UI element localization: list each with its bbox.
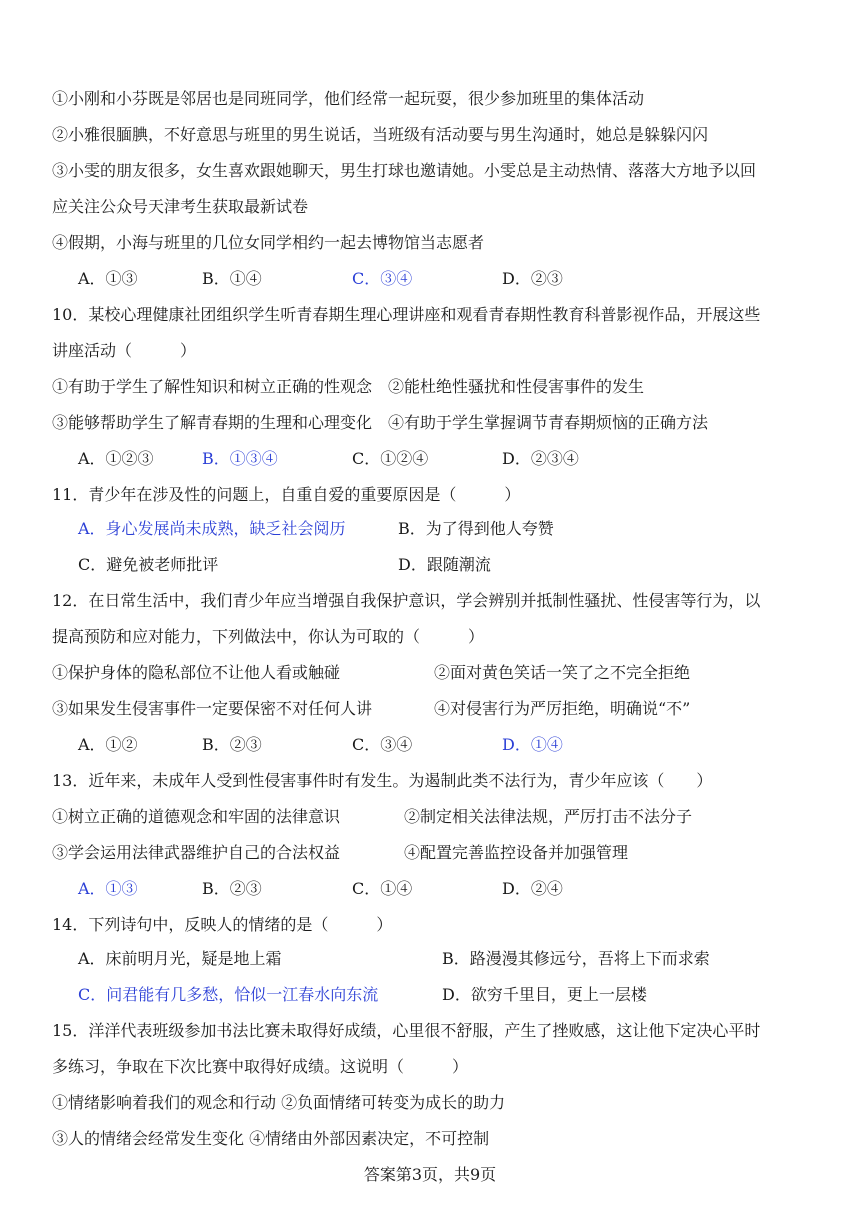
q9-option-d: D．②③ xyxy=(502,269,563,288)
q11-option-c: C．避免被老师批评 xyxy=(78,555,219,574)
q11-stem: 11．青少年在涉及性的问题上，自重自爱的重要原因是（ ） xyxy=(52,485,521,504)
q10-statements-1: ①有助于学生了解性知识和树立正确的性观念 ②能杜绝性骚扰和性侵害事件的发生 xyxy=(52,377,645,396)
q10-option-d: D．②③④ xyxy=(502,449,579,468)
q12-statement-2: ②面对黄色笑话一笑了之不完全拒绝 xyxy=(434,663,691,682)
q14-stem: 14．下列诗句中，反映人的情绪的是（ ） xyxy=(52,915,393,934)
q13-statement-2: ②制定相关法律法规，严厉打击不法分子 xyxy=(404,807,693,826)
q10-options xyxy=(78,448,818,470)
q12-stem-line2: 提高预防和应对能力，下列做法中，你认为可取的（ ） xyxy=(52,627,485,646)
q11-option-a-answer: A．身心发展尚未成熟，缺乏社会阅历 xyxy=(78,519,346,538)
q12-statement-4: ④对侵害行为严厉拒绝，明确说“不” xyxy=(434,699,691,718)
q12-option-a: A．①② xyxy=(78,735,138,754)
q15-statements-1: ①情绪影响着我们的观念和行动 ②负面情绪可转变为成长的助力 xyxy=(52,1093,506,1112)
q12-stem-line1: 12．在日常生活中，我们青少年应当增强自我保护意识，学会辨别并抵制性骚扰、性侵害等行为，以 xyxy=(52,591,761,610)
q10-option-b-answer: B．①③④ xyxy=(202,449,278,468)
q14-options-row1 xyxy=(78,948,818,970)
q11-option-b: B．为了得到他人夸赞 xyxy=(398,519,554,538)
q10-option-a: A．①②③ xyxy=(78,449,154,468)
q13-statement-3: ③学会运用法律武器维护自己的合法权益 xyxy=(52,843,341,862)
q9-statement-2: ②小雅很腼腆，不好意思与班里的男生说话，当班级有活动要与男生沟通时，她总是躲躲闪闪 xyxy=(52,125,709,144)
q12-statements-row1 xyxy=(52,662,792,684)
q10-option-c: C．①②④ xyxy=(352,449,429,468)
q14-option-c-answer: C．问君能有几多愁，恰似一江春水向东流 xyxy=(78,985,379,1004)
q14-option-d: D．欲穷千里目，更上一层楼 xyxy=(442,985,647,1004)
page-footer: 答案第3页，共9页 xyxy=(363,1165,497,1184)
q11-options-row1 xyxy=(78,518,818,540)
q13-statement-4: ④配置完善监控设备并加强管理 xyxy=(404,843,629,862)
q13-stem: 13．近年来，未成年人受到性侵害事件时有发生。为遏制此类不法行为，青少年应该（ ） xyxy=(52,771,713,790)
q13-option-a-answer: A．①③ xyxy=(78,879,138,898)
q9-option-c-answer: C．③④ xyxy=(352,269,413,288)
q12-option-c: C．③④ xyxy=(352,735,413,754)
q14-option-a: A．床前明月光，疑是地上霜 xyxy=(78,949,282,968)
q13-statement-1: ①树立正确的道德观念和牢固的法律意识 xyxy=(52,807,341,826)
q9-statement-1: ①小刚和小芬既是邻居也是同班同学，他们经常一起玩耍，很少参加班里的集体活动 xyxy=(52,89,645,108)
q12-statement-1: ①保护身体的隐私部位不让他人看或触碰 xyxy=(52,663,341,682)
q13-statements-row1 xyxy=(52,806,792,828)
q13-option-b: B．②③ xyxy=(202,879,262,898)
q12-statements-row2 xyxy=(52,698,792,720)
q15-stem-line1: 15．洋洋代表班级参加书法比赛未取得好成绩，心里很不舒服，产生了挫败感，这让他下定决心平时 xyxy=(52,1021,761,1040)
q13-option-d: D．②④ xyxy=(502,879,563,898)
q10-stem-line2: 讲座活动（ ） xyxy=(52,341,197,360)
q15-statements-2: ③人的情绪会经常发生变化 ④情绪由外部因素决定，不可控制 xyxy=(52,1129,490,1148)
q12-option-b: B．②③ xyxy=(202,735,262,754)
q13-option-c: C．①④ xyxy=(352,879,413,898)
q14-option-b: B．路漫漫其修远兮，吾将上下而求索 xyxy=(442,949,710,968)
q15-stem-line2: 多练习，争取在下次比赛中取得好成绩。这说明（ ） xyxy=(52,1057,469,1076)
q9-statement-3-line1: ③小雯的朋友很多，女生喜欢跟她聊天，男生打球也邀请她。小雯总是主动热情、落落大方地予以回 xyxy=(52,161,757,180)
q10-statements-2: ③能够帮助学生了解青春期的生理和心理变化 ④有助于学生掌握调节青春期烦恼的正确方法 xyxy=(52,413,709,432)
q9-option-b: B．①④ xyxy=(202,269,262,288)
q13-statements-row2 xyxy=(52,842,792,864)
q10-stem-line1: 10．某校心理健康社团组织学生听青春期生理心理讲座和观看青春期性教育科普影视作品，开展这些 xyxy=(52,305,761,324)
q12-statement-3: ③如果发生侵害事件一定要保密不对任何人讲 xyxy=(52,699,373,718)
q9-statement-4: ④假期，小海与班里的几位女同学相约一起去博物馆当志愿者 xyxy=(52,233,485,252)
q9-option-a: A．①③ xyxy=(78,269,138,288)
q11-options-row2 xyxy=(78,554,818,576)
q11-option-d: D．跟随潮流 xyxy=(398,555,491,574)
q9-options xyxy=(78,268,818,290)
q13-options xyxy=(78,878,818,900)
q14-options-row2 xyxy=(78,984,818,1006)
q12-option-d-answer: D．①④ xyxy=(502,735,563,754)
q12-options xyxy=(78,734,818,756)
q9-statement-3-line2: 应关注公众号天津考生获取最新试卷 xyxy=(52,197,309,216)
